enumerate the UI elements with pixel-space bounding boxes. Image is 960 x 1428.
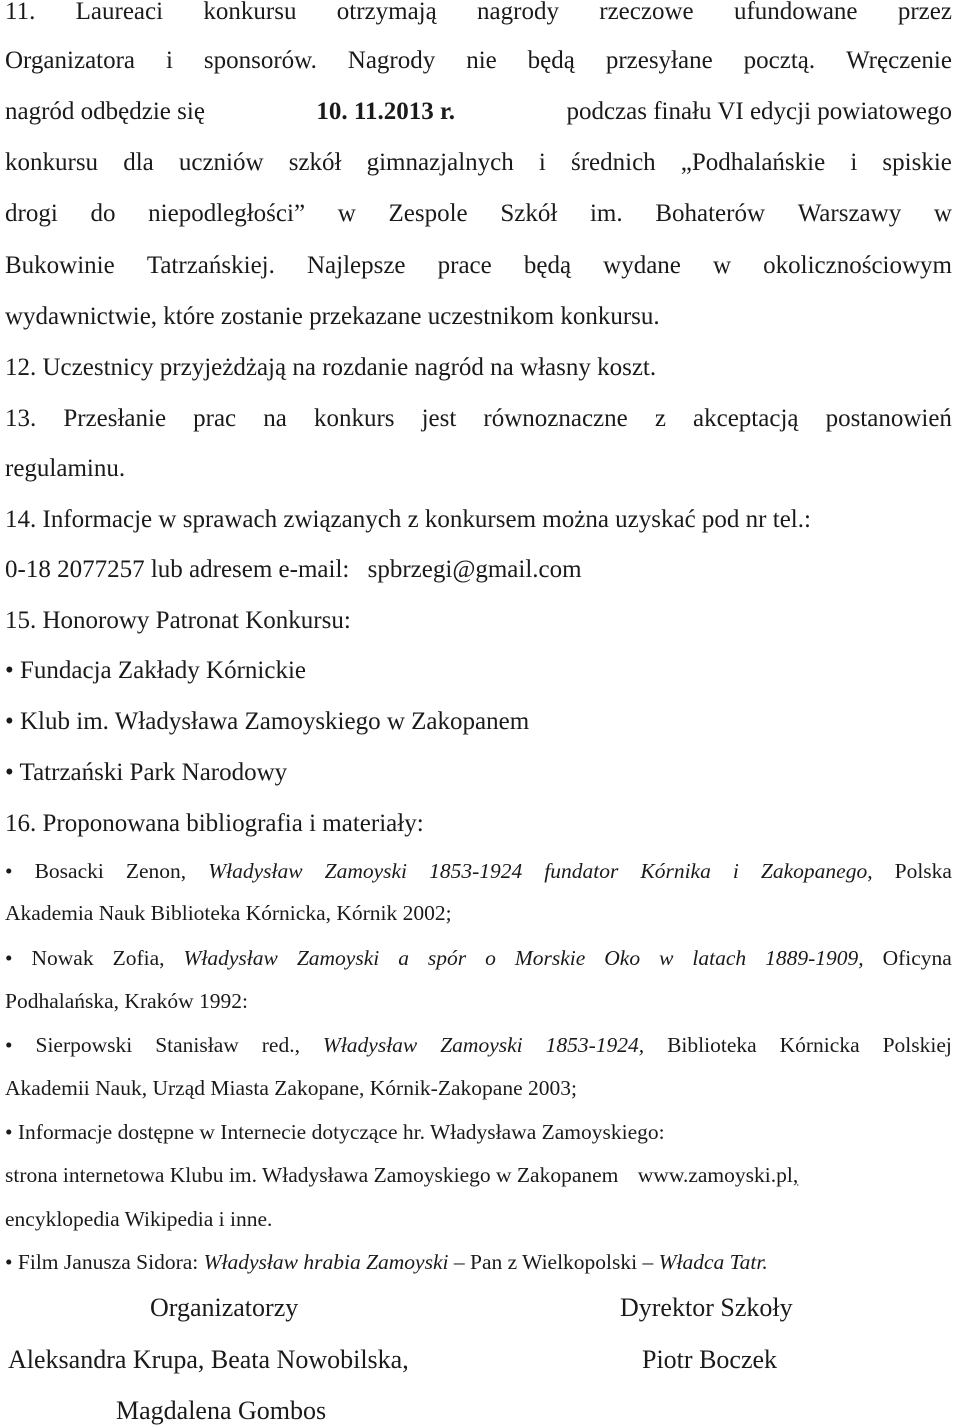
bib-item-3-line-1-word: Zamoyski [440,1033,523,1057]
p11-line-5-word: Szkół [500,200,558,227]
p11-line-5-word: Zespole [388,200,468,227]
bib-item-3-line-1-word: Władysław [322,1033,418,1057]
p11-line-4-word: „Podhalańskie [680,149,826,176]
bib-item-1-line-2: Akademia Nauk Biblioteka Kórnicka, Kórnik 2002; [5,901,452,925]
award-date: 10. 11.2013 r. [316,98,456,125]
p11-line-1-word: ufundowane [733,0,858,25]
p11-line-2-word: pocztą. [743,47,816,74]
bib-item-2-line-1-word: Zamoyski [296,946,380,970]
p11-line-6 [5,251,952,281]
bib-item-2-line-2: Podhalańska, Kraków 1992: [5,989,249,1013]
organizers-heading: Organizatorzy [150,1293,299,1322]
bib-item-3-line-1-word: Kórnicka [779,1033,860,1057]
bib-item-2-line-1-word: Władysław [183,946,278,970]
email-link[interactable]: spbrzegi@gmail.com [367,556,582,583]
p12-text: 12. Uczestnicy przyjeżdżają na rozdanie nagród na własny koszt. [5,354,657,381]
bib-item-1-line-1-word: Zamoyski [324,859,408,883]
p11-line-3 [5,97,952,127]
patron-item-3: • Tatrzański Park Narodowy [5,759,288,786]
p11-line-5-word: niepodległości” [148,200,306,227]
bib-item-3-line-1 [5,1031,952,1059]
p11-line-6-word: w [712,252,732,279]
bib-item-1-line-1-word: • [5,859,13,883]
bib-item-2-line-1-word: Oficyna [882,946,952,970]
bib-item-3-line-1-word: red., [261,1033,300,1057]
p11-line-6-word: okolicznościowym [763,252,952,279]
p14-phone: 0-18 2077257 lub adresem e-mail: [5,556,350,583]
p11-line-3-before: nagród odbędzie się [5,98,205,125]
film-middle: Pan z Wielkopolski [469,1250,638,1274]
p11-line-4 [5,148,952,178]
p11-line-4-word: dla [123,149,154,176]
bib-item-1-line-1-word: Władysław [208,859,303,883]
p11-line-4-word: gimnazjalnych [366,149,514,176]
film-prefix: • Film Janusza Sidora: [5,1250,199,1274]
p11-line-1-word: otrzymają [336,0,437,25]
bib-item-4-prefix: strona internetowa Klubu im. Władysława Zamoyskiego w Zakopanem [5,1163,619,1187]
p11-line-2-word: sponsorów. [203,47,317,74]
bib-item-4-line-3: encyklopedia Wikipedia i inne. [5,1207,273,1231]
p11-line-5-word: do [90,200,116,227]
bib-item-1-line-1-word: Zakopanego, [760,859,873,883]
p11-line-2 [5,46,952,76]
p14-line-2 [5,555,952,585]
p11-line-1-word: rzeczowe [599,0,694,25]
patron-item-1: • Fundacja Zakłady Kórnickie [5,657,307,684]
bib-item-2-line-1 [5,944,952,972]
film-dash-2: – [642,1250,654,1274]
film-title-b: Władca Tatr. [658,1250,768,1274]
p11-line-1-word: konkursu [203,0,297,25]
bib-item-1-line-1-word: Polska [894,859,952,883]
bib-item-3-line-1-word: Sierpowski [35,1033,133,1057]
p11-line-1-word: Laureaci [75,0,164,25]
p13-line-1-word: 13. [5,405,37,432]
bib-item-3-line-2: Akademii Nauk, Urząd Miasta Zakopane, Kórnik-Zakopane 2003; [5,1076,577,1100]
film-dash-1: – [453,1250,465,1274]
p11-line-4-word: i [850,149,858,176]
p11-line-6-word: wydane [603,252,681,279]
bib-item-1-line-1-word: Zenon, [125,859,187,883]
patron-item-2: • Klub im. Władysława Zamoyskiego w Zakopanem [5,708,530,735]
p13-line-1-word: jest [421,405,457,432]
p13-line-1-word: równoznaczne [483,405,628,432]
p11-line-1 [5,0,952,27]
p11-line-5 [5,199,952,229]
p13-line-1-word: postanowień [825,405,952,432]
bib-item-2-line-1-word: Zofia, [112,946,165,970]
p11-line-6-word: prace [437,252,492,279]
bib-item-4-line-1: • Informacje dostępne w Internecie dotyczące hr. Władysława Zamoyskiego: [5,1120,665,1144]
p11-line-4-word: i [538,149,546,176]
bib-item-2-line-1-word: a [398,946,409,970]
director-name: Piotr Boczek [642,1345,778,1374]
bib-item-3-line-1-word: Stanisław [155,1033,239,1057]
p11-line-4-word: średnich [570,149,656,176]
organizers-names-2: Magdalena Gombos [116,1396,327,1425]
p11-line-7: wydawnictwie, które zostanie przekazane uczestnikom konkursu. [5,303,660,330]
bib-item-2-line-1-word: spór [427,946,467,970]
p13-line-1-word: akceptacją [693,405,799,432]
bib-item-1-line-1-word: i [732,859,739,883]
bib-item-3-line-1-word: Polskiej [882,1033,952,1057]
bib-item-3-line-1-word: • [5,1033,13,1057]
p15-heading: 15. Honorowy Patronat Konkursu: [5,607,351,634]
p11-line-6-word: Tatrzańskiej. [146,252,275,279]
p11-line-6-word: Najlepsze [306,252,406,279]
p11-line-5-word: w [933,200,952,227]
p11-line-2-word: nie [466,47,497,74]
p11-line-1-word: przez [897,0,952,25]
p13-line-1-word: konkurs [313,405,395,432]
p11-line-2-word: Nagrody [347,47,436,74]
p16-heading: 16. Proponowana bibliografia i materiały: [5,810,424,837]
p13-line-1-word: z [654,405,666,432]
bib-item-2-line-1-word: Oko [604,946,641,970]
p11-line-1-word: 11. [5,0,36,25]
p11-line-4-word: konkursu [5,149,99,176]
p11-line-2-word: i [165,47,173,74]
p13-line-1-word: prac [193,405,237,432]
p11-line-1-word: nagrody [477,0,559,25]
p11-line-4-word: szkół [288,149,342,176]
bib-item-2-line-1-word: • [5,946,13,970]
p11-line-6-word: Bukowinie [5,252,115,279]
p13-line-2: regulaminu. [5,455,126,482]
film-title-a: Władysław hrabia Zamoyski [203,1250,449,1274]
director-heading: Dyrektor Szkoły [620,1293,793,1322]
website-link[interactable]: www.zamoyski.pl [637,1163,793,1187]
p11-line-2-word: będą [527,47,575,74]
bib-item-1-line-1-word: Bosacki [34,859,104,883]
p11-line-3-after: podczas finału VI edycji powiatowego [566,98,952,125]
bib-item-2-line-1-word: 1889-1909, [765,946,864,970]
bib-item-2-line-1-word: w [659,946,674,970]
bib-item-3-line-1-word: 1853-1924, [545,1033,645,1057]
p14-line-1: 14. Informacje w sprawach związanych z konkursem można uzyskać pod nr tel.: [5,506,811,533]
p11-line-2-word: Wręczenie [846,47,952,74]
p11-line-5-word: Warszawy [797,200,902,227]
bib-item-1-line-1-word: Kórnika [640,859,711,883]
bib-item-1-line-1-word: fundator [544,859,619,883]
bib-item-5 [5,1248,952,1276]
bib-item-1-line-1-word: 1853-1924 [429,859,523,883]
p11-line-6-word: będą [523,252,572,279]
p11-line-4-word: spiskie [882,149,952,176]
bib-item-2-line-1-word: Morskie [514,946,586,970]
bib-item-4-line-2 [5,1161,952,1189]
bib-item-2-line-1-word: latach [692,946,747,970]
p11-line-5-word: Bohaterów [655,200,766,227]
bib-item-2-line-1-word: Nowak [31,946,94,970]
bib-item-2-line-1-word: o [485,946,496,970]
p11-line-4-word: uczniów [178,149,264,176]
p13-line-1-word: Przesłanie [63,405,167,432]
p13-line-1 [5,404,952,434]
p11-line-2-word: przesyłane [605,47,713,74]
p11-line-5-word: w [337,200,356,227]
bib-item-3-line-1-word: Biblioteka [667,1033,757,1057]
p11-line-5-word: im. [589,200,623,227]
p13-line-1-word: na [263,405,287,432]
website-link-suffix: , [792,1163,799,1187]
p11-line-5-word: drogi [5,200,58,227]
organizers-names-1: Aleksandra Krupa, Beata Nowobilska, [8,1345,409,1374]
p11-line-2-word: Organizatora [5,47,136,74]
bib-item-1-line-1 [5,857,952,885]
